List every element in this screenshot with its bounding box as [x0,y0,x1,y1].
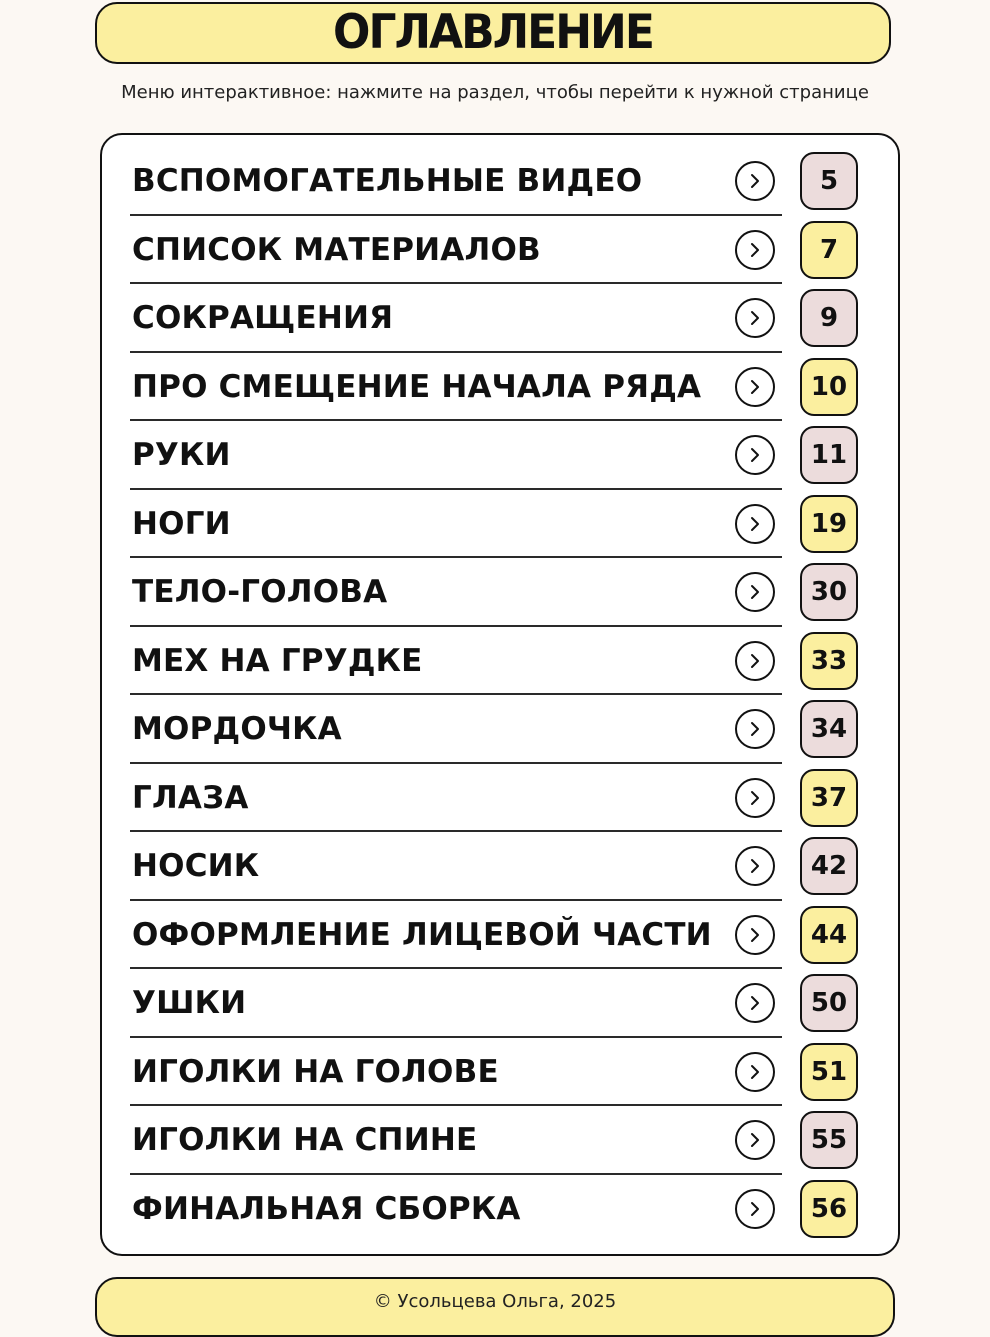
page-number-badge[interactable]: 42 [800,837,858,895]
toc-item-label[interactable]: ОФОРМЛЕНИЕ ЛИЦЕВОЙ ЧАСТИ [132,916,712,953]
chevron-right-icon[interactable] [735,1120,775,1160]
toc-item[interactable] [130,1175,870,1244]
chevron-right-icon[interactable] [735,504,775,544]
toc-item[interactable] [130,284,870,353]
toc-item-label[interactable]: ГЛАЗА [132,779,249,816]
chevron-right-icon[interactable] [735,298,775,338]
chevron-right-icon[interactable] [735,1189,775,1229]
page-number-badge[interactable]: 50 [800,974,858,1032]
toc-item-label[interactable]: УШКИ [132,985,247,1022]
toc-item[interactable] [130,216,870,285]
toc-item-label[interactable]: НОГИ [132,505,231,542]
page-number-badge[interactable]: 11 [800,426,858,484]
page-number-badge[interactable]: 5 [800,152,858,210]
chevron-right-icon[interactable] [735,846,775,886]
page-number-badge[interactable]: 51 [800,1043,858,1101]
chevron-right-icon[interactable] [735,435,775,475]
toc-item-label[interactable]: ТЕЛО-ГОЛОВА [132,574,388,611]
page-number-badge[interactable]: 34 [800,700,858,758]
toc-item[interactable] [130,421,870,490]
chevron-right-icon[interactable] [735,230,775,270]
toc-item[interactable] [130,1106,870,1175]
toc-item[interactable] [130,832,870,901]
chevron-right-icon[interactable] [735,983,775,1023]
page-title: ОГЛАВЛЕНИЕ [333,4,653,61]
page-number-badge[interactable]: 37 [800,769,858,827]
chevron-right-icon[interactable] [735,572,775,612]
footer-copyright: © Усольцева Ольга, 2025 [373,1291,617,1312]
toc-item[interactable] [130,1038,870,1107]
toc-item[interactable] [130,969,870,1038]
page-number-badge[interactable]: 30 [800,563,858,621]
toc-item[interactable] [130,558,870,627]
page-number-badge[interactable]: 7 [800,221,858,279]
page-subtitle: Меню интерактивное: нажмите на раздел, чтобы перейти к нужной странице [121,82,869,103]
title-banner [95,2,891,64]
toc-item[interactable] [130,490,870,559]
toc-item-label[interactable]: МОРДОЧКА [132,711,342,748]
page-number-badge[interactable]: 10 [800,358,858,416]
page-number-badge[interactable]: 19 [800,495,858,553]
page-number-badge[interactable]: 9 [800,289,858,347]
toc-item[interactable] [130,695,870,764]
table-of-contents-card [100,133,900,1256]
toc-item-label[interactable]: ПРО СМЕЩЕНИЕ НАЧАЛА РЯДА [132,368,702,405]
toc-item-label[interactable]: РУКИ [132,437,231,474]
toc-item-label[interactable]: НОСИК [132,848,260,885]
chevron-right-icon[interactable] [735,367,775,407]
toc-item-label[interactable]: ВСПОМОГАТЕЛЬНЫЕ ВИДЕО [132,163,643,200]
chevron-right-icon[interactable] [735,161,775,201]
footer-banner [95,1277,895,1337]
chevron-right-icon[interactable] [735,915,775,955]
toc-item[interactable] [130,627,870,696]
table-of-contents-list [130,147,870,1243]
chevron-right-icon[interactable] [735,778,775,818]
toc-item[interactable] [130,353,870,422]
toc-item-label[interactable]: ИГОЛКИ НА СПИНЕ [132,1122,478,1159]
toc-item-label[interactable]: ИГОЛКИ НА ГОЛОВЕ [132,1053,499,1090]
toc-item-label[interactable]: МЕХ НА ГРУДКЕ [132,642,423,679]
chevron-right-icon[interactable] [735,641,775,681]
toc-item-label[interactable]: СОКРАЩЕНИЯ [132,300,394,337]
page-number-badge[interactable]: 44 [800,906,858,964]
page-number-badge[interactable]: 56 [800,1180,858,1238]
toc-item[interactable] [130,764,870,833]
toc-item[interactable] [130,901,870,970]
chevron-right-icon[interactable] [735,1052,775,1092]
toc-item-label[interactable]: СПИСОК МАТЕРИАЛОВ [132,231,541,268]
toc-item-label[interactable]: ФИНАЛЬНАЯ СБОРКА [132,1190,521,1227]
toc-item[interactable] [130,147,870,216]
chevron-right-icon[interactable] [735,709,775,749]
page-number-badge[interactable]: 33 [800,632,858,690]
page-number-badge[interactable]: 55 [800,1111,858,1169]
